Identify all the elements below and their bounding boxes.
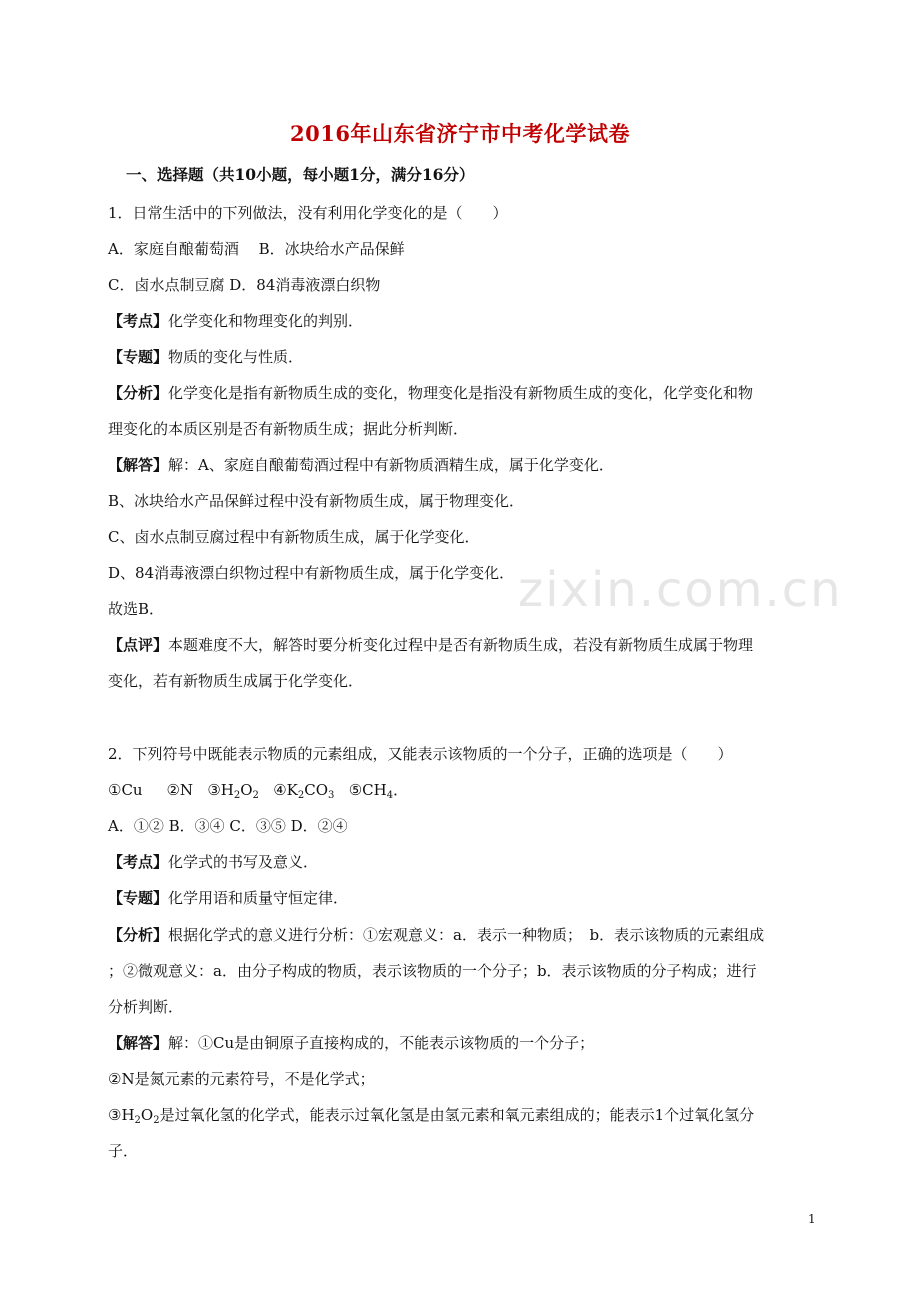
symbol-3-part: ③H bbox=[207, 781, 234, 799]
q1-fenxi-cont: 理变化的本质区别是否有新物质生成；据此分析判断． bbox=[108, 420, 469, 438]
kaodian-text: 化学式的书写及意义． bbox=[168, 853, 319, 871]
symbol-5-part: ⑤CH bbox=[348, 781, 387, 799]
kaodian-label: 【考点】 bbox=[108, 312, 169, 330]
q1-kaodian bbox=[108, 310, 818, 332]
dianping-text: 本题难度不大，解答时要分析变化过程中是否有新物质生成，若没有新物质生成属于物理 bbox=[168, 636, 754, 654]
kaodian-text: 化学变化和物理变化的判别． bbox=[168, 312, 364, 330]
symbol-5 bbox=[349, 781, 408, 799]
q2-jieda-2: ②N是氮元素的元素符号，不是化学式； bbox=[108, 1070, 375, 1088]
q1-jieda-c: C、卤水点制豆腐过程中有新物质生成，属于化学变化． bbox=[108, 528, 480, 546]
zhuanti-label: 【专题】 bbox=[108, 348, 169, 366]
q2-fenxi-cont: ；②微观意义：a．由分子构成的物质，表示该物质的一个分子；b．表示该物质的分子构成；进行 bbox=[108, 962, 757, 980]
symbol-4-sub: 2 bbox=[297, 790, 305, 801]
symbol-5-sub: 4 bbox=[386, 790, 394, 801]
q1-dianping bbox=[108, 634, 818, 656]
q1-fenxi bbox=[108, 382, 818, 404]
q2-fenxi bbox=[108, 924, 818, 946]
page-number: 1 bbox=[808, 1212, 816, 1226]
jieda-label: 【解答】 bbox=[108, 1034, 169, 1052]
kaodian-label: 【考点】 bbox=[108, 853, 169, 871]
q2-fenxi-cont2: 分析判断． bbox=[108, 998, 184, 1016]
jieda-label: 【解答】 bbox=[108, 456, 169, 474]
symbol-4-part: ④K bbox=[273, 781, 298, 799]
q1-stem: 1．日常生活中的下列做法，没有利用化学变化的是（ ） bbox=[108, 204, 508, 222]
q2-jieda-3 bbox=[108, 1104, 818, 1126]
symbol-4-part: CO bbox=[304, 781, 329, 799]
q1-jieda-d: D、84消毒液漂白织物过程中有新物质生成，属于化学变化． bbox=[108, 564, 515, 582]
q1-jieda-b: B、冰块给水产品保鲜过程中没有新物质生成，属于物理变化． bbox=[108, 492, 525, 510]
symbol-4 bbox=[273, 781, 334, 799]
formula-part: O bbox=[140, 1106, 154, 1124]
q2-jieda bbox=[108, 1032, 818, 1054]
fenxi-label: 【分析】 bbox=[108, 926, 169, 944]
section-heading: 一、选择题（共10小题，每小题1分，满分16分） bbox=[126, 165, 475, 184]
formula-sub: 2 bbox=[134, 1115, 141, 1126]
q2-stem: 2．下列符号中既能表示物质的元素组成，又能表示该物质的一个分子，正确的选项是（ ） bbox=[108, 745, 733, 763]
symbol-2: ②N bbox=[166, 781, 194, 799]
q2-symbols bbox=[108, 779, 818, 801]
formula-sub: 2 bbox=[153, 1115, 160, 1126]
zhuanti-text: 化学用语和质量守恒定律． bbox=[168, 889, 349, 907]
jieda-text: 解：A、家庭自酿葡萄酒过程中有新物质酒精生成，属于化学变化． bbox=[168, 456, 614, 474]
q2-jieda-4: 子． bbox=[108, 1142, 139, 1160]
q1-dianping-cont: 变化，若有新物质生成属于化学变化． bbox=[108, 672, 364, 690]
page-title: 2016年山东省济宁市中考化学试卷 bbox=[290, 121, 630, 146]
fenxi-label: 【分析】 bbox=[108, 384, 169, 402]
q1-options-cd: C．卤水点制豆腐 D．84消毒液漂白织物 bbox=[108, 276, 381, 294]
symbol-3-sub: 2 bbox=[233, 790, 241, 801]
q1-options-ab: A．家庭自酿葡萄酒 B．冰块给水产品保鲜 bbox=[108, 240, 405, 258]
jieda-text: 解：①Cu是由铜原子直接构成的，不能表示该物质的一个分子； bbox=[168, 1034, 595, 1052]
q2-zhuanti bbox=[108, 887, 818, 909]
q1-zhuanti bbox=[108, 346, 818, 368]
fenxi-text: 根据化学式的意义进行分析：①宏观意义：a．表示一种物质； b．表示该物质的元素组成 bbox=[168, 926, 765, 944]
symbol-5-part: ． bbox=[393, 781, 409, 799]
watermark: zixin.com.cn bbox=[518, 562, 843, 618]
formula-part: ③H bbox=[108, 1106, 135, 1124]
q1-jieda bbox=[108, 454, 818, 476]
symbol-1: ①Cu bbox=[108, 781, 143, 799]
symbol-4-sub: 3 bbox=[328, 790, 335, 801]
q1-answer: 故选B． bbox=[108, 600, 165, 618]
q2-kaodian bbox=[108, 851, 818, 873]
zhuanti-label: 【专题】 bbox=[108, 889, 169, 907]
symbol-3-part: O bbox=[240, 781, 253, 799]
symbol-3-sub: 2 bbox=[252, 790, 259, 801]
dianping-label: 【点评】 bbox=[108, 636, 169, 654]
fenxi-text: 化学变化是指有新物质生成的变化，物理变化是指没有新物质生成的变化，化学变化和物 bbox=[168, 384, 754, 402]
symbol-3 bbox=[207, 781, 259, 799]
zhuanti-text: 物质的变化与性质． bbox=[168, 348, 304, 366]
q2-options: A．①② B．③④ C．③⑤ D．②④ bbox=[108, 817, 348, 835]
jieda-3-text: 是过氧化氢的化学式，能表示过氧化氢是由氢元素和氧元素组成的；能表示1个过氧化氢分 bbox=[159, 1106, 755, 1124]
